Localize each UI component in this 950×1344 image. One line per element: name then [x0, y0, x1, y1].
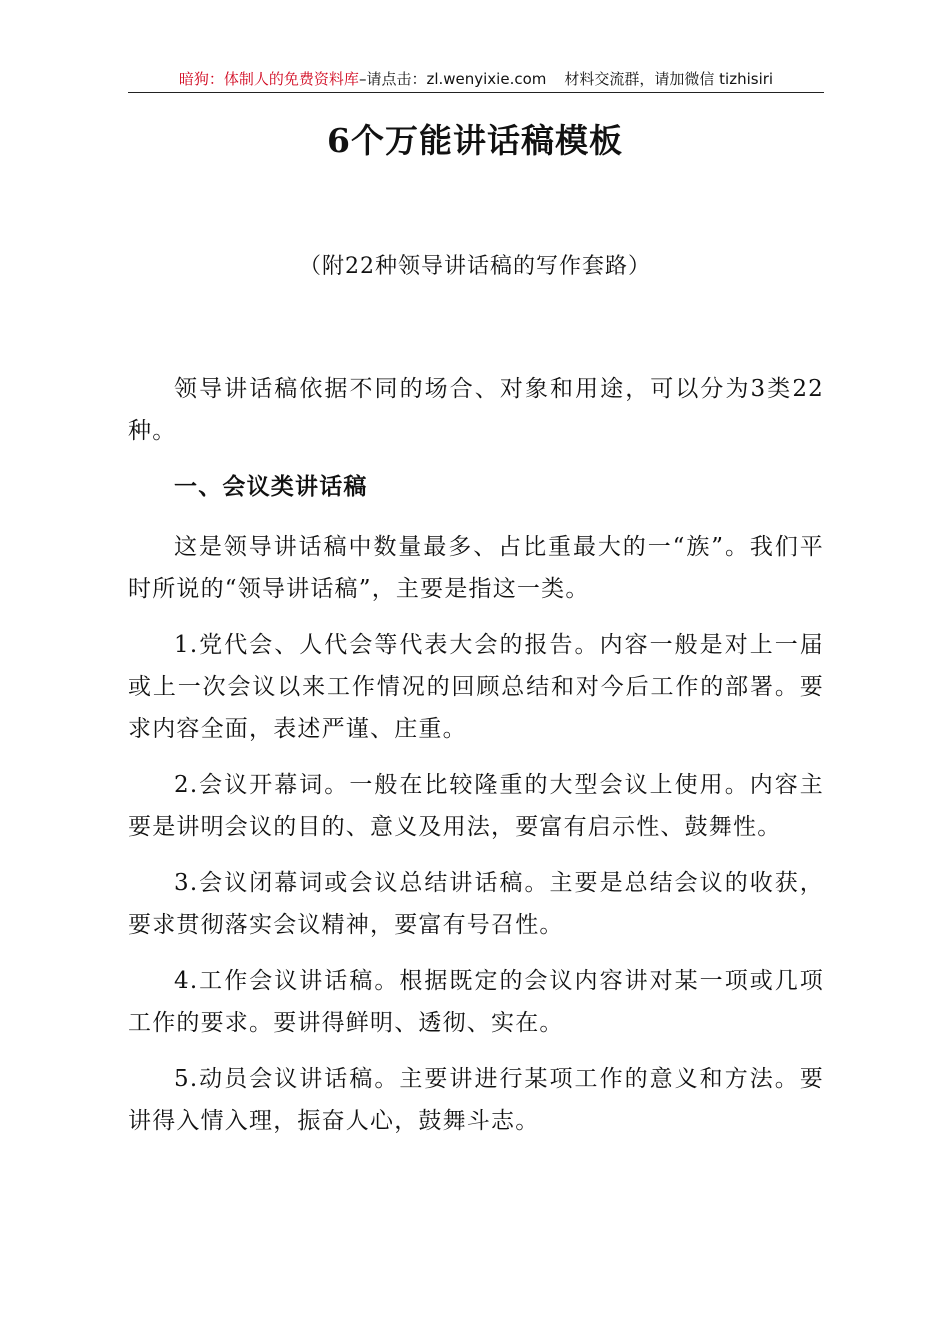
section-intro-paragraph: 这是领导讲话稿中数量最多、占比重最大的一“族”。我们平时所说的“领导讲话稿”，主要是指这一类。 [128, 534, 824, 602]
section-heading: 一、会议类讲话稿 [174, 474, 368, 500]
header-group-text: 材料交流群，请加微信 tizhisiri [564, 70, 774, 88]
list-paragraph-4: 4.工作会议讲话稿。根据既定的会议内容讲对某一项或几项工作的要求。要讲得鲜明、透彻、实在。 [128, 968, 824, 1036]
list-paragraph-2: 2.会议开幕词。一般在比较隆重的大型会议上使用。内容主要是讲明会议的目的、意义及用法，要富有启示性、鼓舞性。 [128, 772, 824, 840]
list-paragraph-1: 1.党代会、人代会等代表大会的报告。内容一般是对上一届或上一次会议以来工作情况的回顾总结和对今后工作的部署。要求内容全面，表述严谨、庄重。 [128, 632, 824, 742]
intro-paragraph: 领导讲话稿依据不同的场合、对象和用途，可以分为3类22种。 [128, 376, 824, 444]
list-paragraph-5: 5.动员会议讲话稿。主要讲进行某项工作的意义和方法。要讲得入情入理，振奋人心，鼓舞斗志。 [128, 1066, 824, 1134]
header-brand: 暗狗：体制人的免费资料库 [178, 70, 359, 88]
page-header [128, 66, 824, 93]
header-link[interactable]: zl.wenyixie.com [426, 70, 547, 88]
document-title: 6个万能讲话稿模板 [327, 121, 623, 160]
document-subtitle: （附22种领导讲话稿的写作套路） [299, 254, 651, 279]
list-paragraph-3: 3.会议闭幕词或会议总结讲话稿。主要是总结会议的收获，要求贯彻落实会议精神，要富有号召性。 [128, 870, 824, 938]
header-link-prefix: –请点击： [358, 70, 427, 88]
document-body [128, 368, 824, 1156]
